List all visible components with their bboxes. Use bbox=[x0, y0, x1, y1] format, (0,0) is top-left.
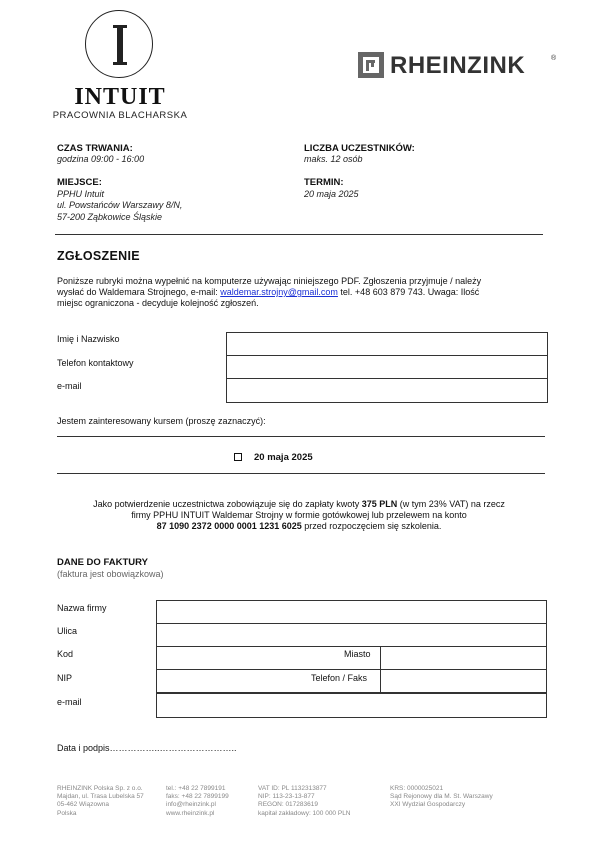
nip-label: NIP bbox=[57, 673, 73, 683]
email-label: e-mail bbox=[57, 381, 82, 391]
participants-label: LICZBA UCZESTNIKÓW: bbox=[304, 143, 415, 154]
registration-intro bbox=[57, 276, 545, 309]
invoice-email-field[interactable] bbox=[156, 693, 547, 718]
company-field[interactable] bbox=[156, 600, 547, 624]
payment-line-3 bbox=[40, 521, 558, 532]
email-field[interactable] bbox=[226, 378, 548, 403]
place-line-3: 57-200 Ząbkowice Śląskie bbox=[57, 212, 163, 222]
intro-line-2 bbox=[57, 287, 545, 298]
intuit-logo-emblem bbox=[85, 10, 153, 78]
course-checkbox[interactable] bbox=[234, 453, 242, 461]
course-divider-bottom bbox=[57, 473, 545, 474]
footer-line: REGON: 017283619 bbox=[258, 801, 318, 809]
intro-line-3: miejsc ograniczona - decyduje kolejność zgłoszeń. bbox=[57, 298, 259, 308]
city-field[interactable] bbox=[380, 646, 547, 670]
footer-line: RHEINZINK Polska Sp. z o.o. bbox=[57, 785, 143, 792]
intuit-subtitle: PRACOWNIA BLACHARSKA bbox=[52, 110, 188, 121]
place-line-1: PPHU Intuit bbox=[57, 189, 105, 199]
registration-title: ZGŁOSZENIE bbox=[57, 249, 140, 263]
footer-contact-block bbox=[166, 785, 229, 818]
footer-line: Majdan, ul. Trasa Lubelska 57 bbox=[57, 793, 144, 801]
footer-line: NIP: 113-23-13-877 bbox=[258, 793, 315, 801]
invoice-title: DANE DO FAKTURY bbox=[57, 557, 148, 568]
signature-line: Data i podpis……………..…………………….. bbox=[57, 743, 237, 753]
footer-line: VAT ID: PL 1132313877 bbox=[258, 785, 327, 792]
footer-line: kapitał zakładowy: 100 000 PLN bbox=[258, 809, 351, 817]
footer-registry-block bbox=[390, 785, 493, 810]
footer-line: info@rheinzink.pl bbox=[166, 801, 216, 809]
footer-line: Sąd Rejonowy dla M. St. Warszawy bbox=[390, 793, 493, 801]
footer-line: XXI Wydział Gospodarczy bbox=[390, 801, 466, 809]
payment-text-end: (w tym 23% VAT) na rzecz bbox=[397, 499, 505, 509]
rheinzink-logo-icon bbox=[358, 52, 384, 78]
bank-account-number: 87 1090 2372 0000 0001 1231 6025 bbox=[156, 521, 302, 531]
phone-field[interactable] bbox=[226, 355, 548, 379]
phone-fax-label: Telefon / Faks bbox=[311, 673, 368, 683]
name-field[interactable] bbox=[226, 332, 548, 356]
payment-deadline: przed rozpoczęciem się szkolenia. bbox=[301, 521, 442, 531]
course-prompt: Jestem zainteresowany kursem (proszę zaznaczyć): bbox=[57, 416, 266, 426]
invoice-email-label: e-mail bbox=[57, 697, 82, 707]
term-label: TERMIN: bbox=[304, 177, 344, 188]
course-divider-top bbox=[57, 436, 545, 437]
place-line-2: ul. Powstańców Warszawy 8/N, bbox=[57, 200, 183, 210]
term-value: 20 maja 2025 bbox=[304, 189, 359, 199]
intro-line-1: Poniższe rubryki można wypełnić na komputerze używając niniejszego PDF. Zgłoszenia przyjmuje / należy bbox=[57, 276, 482, 286]
duration-label: CZAS TRWANIA: bbox=[57, 143, 133, 154]
street-label: Ulica bbox=[57, 626, 78, 636]
payment-line-2: firmy PPHU INTUIT Waldemar Strojny w formie gotówkowej lub przelewem na konto bbox=[131, 510, 467, 520]
intuit-logo-text: INTUIT bbox=[74, 84, 166, 110]
footer-line: www.rheinzink.pl bbox=[166, 809, 215, 817]
phone-label: Telefon kontaktowy bbox=[57, 358, 134, 368]
organizer-email-link[interactable]: waldemar.strojny@gmail.com bbox=[220, 287, 338, 297]
city-label: Miasto bbox=[344, 649, 371, 659]
payment-amount: 375 PLN bbox=[361, 499, 398, 509]
footer-line: 05-462 Wiązowna bbox=[57, 801, 110, 809]
intro-line-2-start: wysłać do Waldemara Strojnego, e-mail: bbox=[57, 287, 221, 297]
payment-text: Jako potwierdzenie uczestnictwa zobowiązuje się do zapłaty kwoty bbox=[93, 499, 362, 509]
invoice-note: (faktura jest obowiązkowa) bbox=[57, 569, 164, 579]
name-label: Imię i Nazwisko bbox=[57, 334, 120, 344]
footer-tax-block bbox=[258, 785, 351, 818]
phone-fax-field[interactable] bbox=[380, 669, 547, 693]
section-divider bbox=[55, 234, 543, 235]
participants-value: maks. 12 osób bbox=[304, 154, 363, 164]
street-field[interactable] bbox=[156, 623, 547, 647]
footer-line: KRS: 0000025021 bbox=[390, 785, 444, 792]
registered-mark: ® bbox=[551, 55, 557, 62]
footer-line: Polska bbox=[57, 809, 77, 817]
intro-line-2-end: tel. +48 603 879 743. Uwaga: Ilość bbox=[337, 287, 480, 297]
payment-line-1 bbox=[40, 499, 558, 510]
footer-line: tel.: +48 22 7899191 bbox=[166, 785, 226, 792]
course-option-label: 20 maja 2025 bbox=[254, 452, 313, 463]
company-label: Nazwa firmy bbox=[57, 603, 107, 613]
duration-value: godzina 09:00 - 16:00 bbox=[57, 154, 145, 164]
place-label: MIEJSCE: bbox=[57, 177, 102, 188]
postal-code-label: Kod bbox=[57, 649, 74, 659]
footer-line: faks: +48 22 7899199 bbox=[166, 793, 229, 801]
rheinzink-logo-text: RHEINZINK bbox=[390, 52, 526, 79]
footer-company-block bbox=[57, 785, 144, 818]
